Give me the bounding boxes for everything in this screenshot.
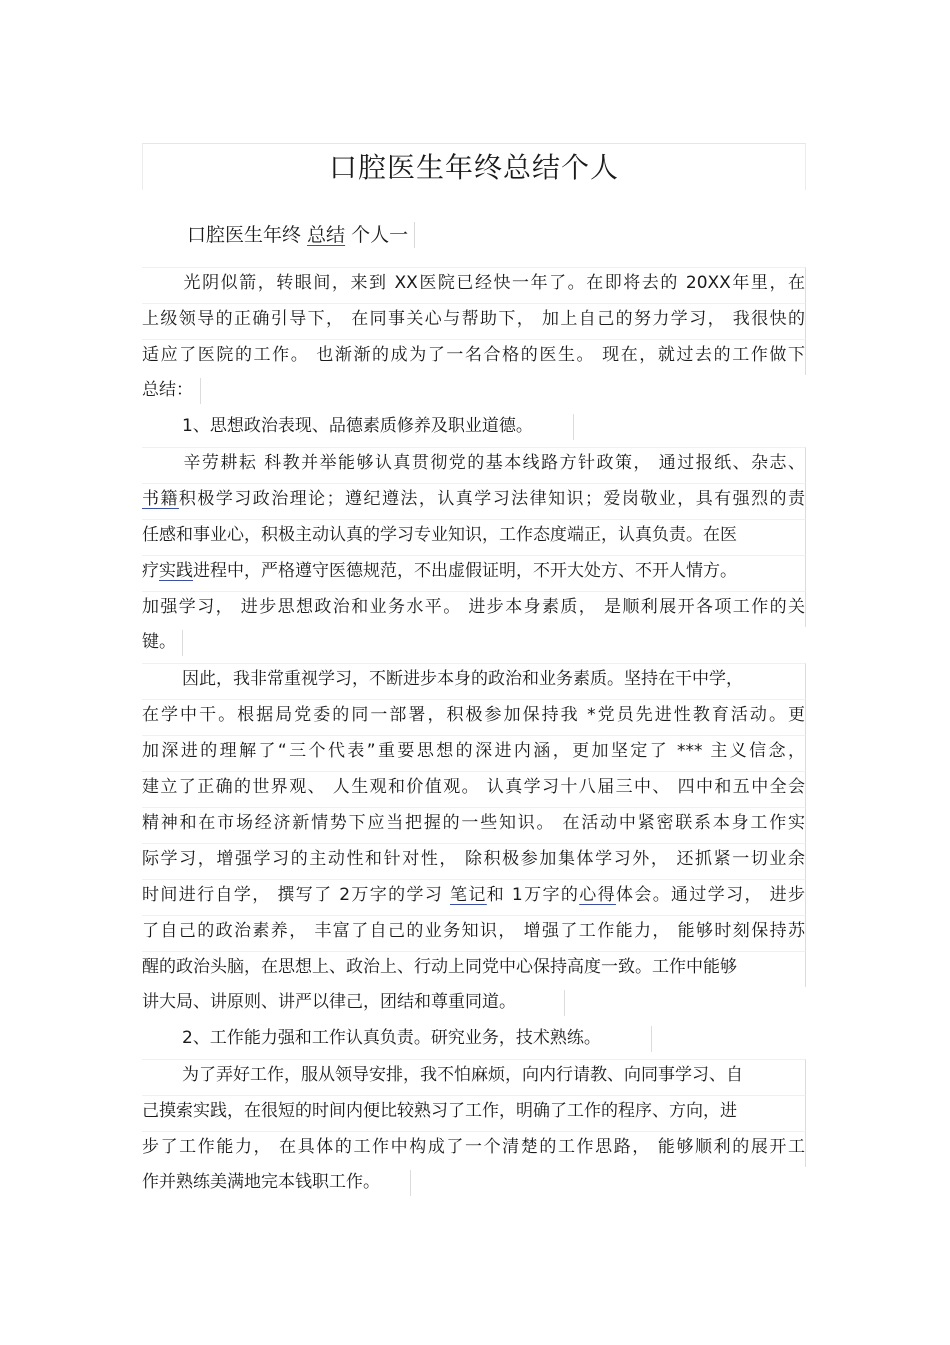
line-text: 醒的政治头脑，在思想上、政治上、行动上同党中心保持高度一致。工作中能够 — [142, 957, 737, 977]
paragraph-line — [142, 591, 806, 627]
text-boundary-marker — [182, 630, 183, 656]
line-text: 加深进的理解了“三个代表”重要思想的深进内涵，更加坚定了 *** 主义信念， — [142, 741, 805, 761]
line-text: 2、工作能力强和工作认真负责。研究业务，技术熟练。 — [182, 1028, 601, 1048]
line-text: 讲大局、讲原则、讲严以律己，团结和尊重同道。 — [142, 992, 516, 1012]
paragraph-line — [142, 447, 806, 483]
text-boundary-marker — [573, 414, 574, 440]
document-title: 口腔医生年终总结个人 — [328, 151, 619, 184]
line-text: 时间进行自学， 撰写了 2万字的学习 — [142, 885, 451, 905]
line-text: 体会。通过学习， 进步 — [615, 885, 806, 905]
heading-part-1: 口腔医生年终 — [187, 224, 308, 246]
paragraph-line — [142, 735, 806, 771]
line-text: 加强学习， 进步思想政治和业务水平。 进步本身素质， 是顺利展开各项工作的关 — [142, 597, 805, 617]
text-boundary-marker — [410, 1170, 411, 1196]
paragraph-line — [142, 1023, 806, 1059]
text-boundary-marker — [564, 990, 565, 1016]
line-text: 了自己的政治素养， 丰富了自己的业务知识， 增强了工作能力， 能够时刻保持苏 — [142, 921, 805, 941]
line-text: 为了弄好工作，服从领导安排，我不怕麻烦，向内行请教、向同事学习、自 — [182, 1065, 743, 1085]
link-books[interactable]: 书籍 — [142, 489, 179, 509]
paragraph-line — [142, 987, 806, 1023]
paragraph-line — [142, 339, 806, 375]
paragraph-line — [142, 951, 806, 987]
paragraph-line — [142, 375, 806, 411]
line-text: 建立了正确的世界观、 人生观和价值观。 认真学习十八届三中、 四中和五中全会 — [142, 777, 805, 797]
line-text: 疗 — [142, 561, 159, 581]
paragraph-line — [142, 771, 806, 807]
line-text: 积极学习政治理论；遵纪遵法，认真学习法律知识；爱岗敬业，具有强烈的责 — [178, 489, 806, 509]
line-text: 上级领导的正确引导下， 在同事关心与帮助下， 加上自己的努力学习， 我很快的 — [142, 309, 805, 329]
paragraph-line — [142, 915, 806, 951]
paragraph-line — [142, 411, 806, 447]
line-text: 1、思想政治表现、品德素质修养及职业道德。 — [182, 416, 533, 436]
paragraph-line — [142, 699, 806, 735]
link-practice[interactable]: 实践 — [159, 561, 193, 581]
line-text: 总结： — [142, 380, 193, 400]
paragraph-line — [142, 879, 806, 915]
text-boundary-marker — [651, 1026, 652, 1052]
line-text: 和 1万字的 — [486, 885, 580, 905]
line-text: 步了工作能力， 在具体的工作中构成了一个清楚的工作思路， 能够顺利的展开工 — [142, 1137, 805, 1157]
line-text: 辛劳耕耘 科教并举能够认真贯彻党的基本线路方针政策， 通过报纸、杂志、 — [182, 453, 805, 473]
paragraph-line — [142, 483, 806, 519]
paragraph-line — [142, 555, 806, 591]
line-text: 适应了医院的工作。 也渐渐的成为了一名合格的医生。 现在，就过去的工作做下 — [142, 345, 805, 365]
line-text: 进程中，严格遵守医德规范，不出虚假证明，不开大处方、不开人情方。 — [193, 561, 737, 581]
link-notes[interactable]: 笔记 — [450, 885, 487, 905]
title-box — [142, 143, 806, 190]
paragraph-line — [142, 627, 806, 663]
heading-part-2: 个人一 — [345, 224, 409, 246]
paragraph-line — [142, 1167, 806, 1203]
paragraph-line — [142, 843, 806, 879]
paragraph-line — [142, 807, 806, 843]
line-text: 际学习，增强学习的主动性和针对性， 除积极参加集体学习外， 还抓紧一切业余 — [142, 849, 805, 869]
line-text: 精神和在市场经济新情势下应当把握的一些知识。 在活动中紧密联系本身工作实 — [142, 813, 805, 833]
section-heading — [187, 222, 415, 248]
paragraph-line — [142, 303, 806, 339]
line-text: 作并熟练美满地完本钱职工作。 — [142, 1172, 380, 1192]
heading-link-summary[interactable]: 总结 — [307, 224, 346, 246]
paragraph-line — [142, 663, 806, 699]
link-insights[interactable]: 心得 — [579, 885, 616, 905]
line-text: 光阴似箭，转眼间，来到 XX医院已经快一年了。在即将去的 20XX年里，在 — [182, 273, 805, 293]
line-text: 任感和事业心，积极主动认真的学习专业知识，工作态度端正，认真负责。在医 — [142, 525, 737, 545]
text-boundary-marker — [200, 378, 201, 404]
paragraph-line — [142, 519, 806, 555]
paragraph-line — [142, 1059, 806, 1095]
paragraph-line — [142, 1095, 806, 1131]
paragraph-line — [142, 267, 806, 303]
paragraph-line — [142, 1131, 806, 1167]
line-text: 己摸索实践，在很短的时间内便比较熟习了工作，明确了工作的程序、方向，进 — [142, 1101, 737, 1121]
line-text: 键。 — [142, 632, 176, 652]
line-text: 因此，我非常重视学习，不断进步本身的政治和业务素质。坚持在干中学， — [182, 669, 743, 689]
line-text: 在学中干。根据局党委的同一部署，积极参加保持我 *党员先进性教育活动。更 — [142, 705, 805, 725]
